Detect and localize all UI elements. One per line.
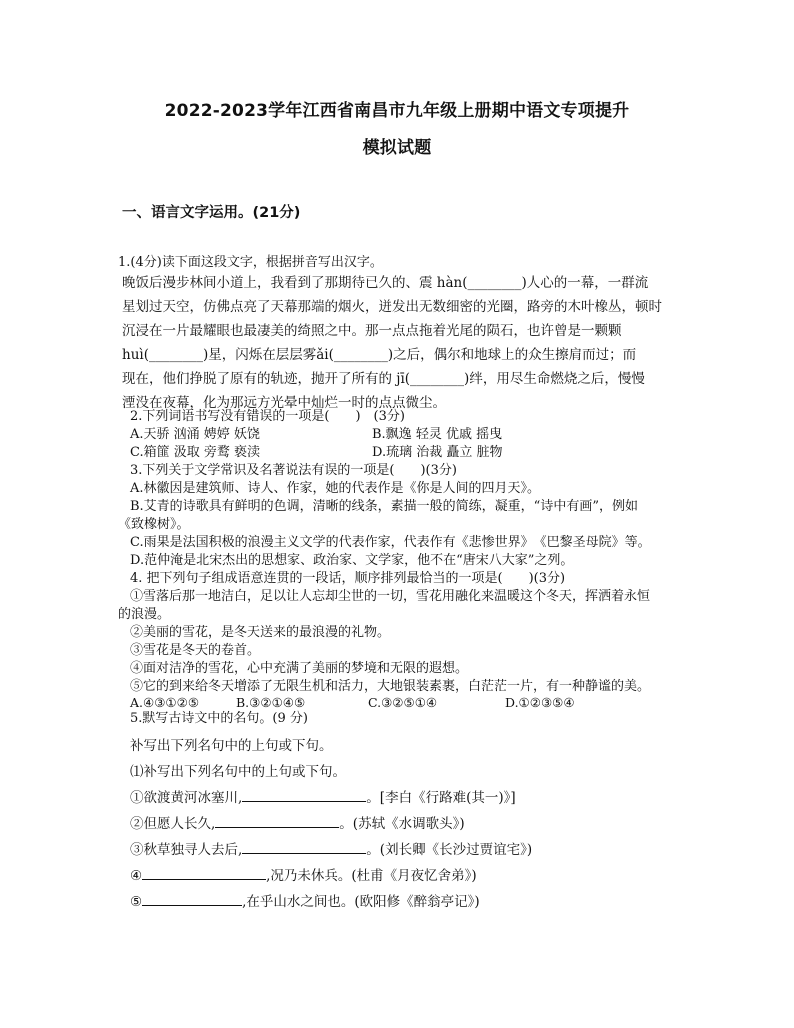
fill-in-item-1: ①欲渡黄河冰塞川, 。[李白《行路难(其一)》] [130, 790, 516, 806]
question-4-sentence: ②美丽的雪花，是冬天送来的最浪漫的礼物。 [130, 625, 391, 640]
passage-line: 沉浸在一片最耀眼也最凄美的绮照之中。那一点点拖着光尾的陨石，也许曾是一颗颗 [122, 323, 622, 339]
fill-in-item-5: ⑤ ,在乎山水之间也。(欧阳修《醉翁亭记》) [130, 894, 480, 910]
question-3-option: D.范仲淹是北宋杰出的思想家、政治家、文学家，他不在“唐宋八大家”之列。 [130, 553, 574, 568]
fill-in-item-3: ③秋草独寻人去后, 。(刘长卿《长沙过贾谊宅》) [130, 842, 533, 858]
passage-line: 晚饭后漫步林间小道上，我看到了那期待已久的、震 hàn(________)人心的一幕，一群流 [122, 275, 649, 291]
passage-line: huì(________)星，闪烁在层层雾ǎi(________)之后，偶尔和地球上的众生擦肩而过；而 [122, 347, 637, 363]
question-4-sentence: 的浪漫。 [118, 607, 171, 622]
question-2-option-a: A.天骄 汹涌 娉婷 妖饶 [130, 427, 260, 442]
answer-blank[interactable] [142, 867, 266, 880]
passage-line: 湮没在夜幕，化为那远方光晕中灿烂一时的点点微尘。 [122, 395, 446, 411]
document-title: 2022-2023学年江西省南昌市九年级上册期中语文专项提升 [164, 101, 630, 121]
answer-blank[interactable] [215, 815, 339, 828]
question-4-sentence: ⑤它的到来给冬天增添了无限生机和活力，大地银装素裹，白茫茫一片，有一种静谧的美。 [130, 679, 651, 694]
question-4-stem: 4. 把下列句子组成语意连贯的一段话，顺序排列最恰当的一项是( )(3分) [130, 571, 566, 586]
question-2-option-b: B.飘逸 轻灵 优戚 摇曳 [372, 427, 503, 442]
question-4-option-d: D.①②③⑤④ [505, 695, 575, 710]
question-4-option-c: C.③②⑤①④ [368, 695, 438, 710]
answer-blank[interactable] [242, 789, 366, 802]
question-5-stem: 5.默写古诗文中的名句。(9 分) [130, 711, 308, 726]
question-4-sentence: ③雪花是冬天的卷首。 [130, 643, 261, 658]
question-3-option: C.雨果是法国积极的浪漫主义文学的代表作家，代表作有《悲惨世界》 《巴黎圣母院》等。 [130, 535, 651, 550]
answer-blank[interactable] [242, 841, 366, 854]
question-5-subheading: ⑴补写出下列名句中的上句或下句。 [130, 764, 346, 780]
question-3-stem: 3.下列关于文学常识及名著说法有误的一项是( )(3分) [130, 463, 457, 478]
document-subtitle: 模拟试题 [362, 138, 432, 158]
question-3-option: A.林徽因是建筑师、诗人、作家，她的代表作是《你是人间的四月天》。 [130, 481, 541, 496]
question-2-option-c: C.箱篚 汲取 旁鹜 亵渎 [130, 445, 261, 460]
question-3-option: 《致橡树》。 [118, 517, 190, 532]
question-2-stem: 2.下列词语书写没有错误的一项是( ) (3分) [130, 409, 405, 424]
question-5-instruction: 补写出下列名句中的上句或下句。 [130, 738, 333, 754]
question-4-sentence: ④面对洁净的雪花，心中充满了美丽的梦境和无限的遐想。 [130, 661, 469, 676]
fill-in-item-4: ④ ,况乃未休兵。(杜甫《月夜忆舍弟》) [130, 868, 477, 884]
question-3-option: B.艾青的诗歌具有鲜明的色调，清晰的线条，素描一般的简练，凝重，“诗中有画”，例如 [130, 499, 638, 514]
answer-blank[interactable] [142, 893, 242, 906]
fill-in-item-2: ②但愿人长久, 。(苏轼《水调歌头》) [130, 816, 465, 832]
passage-line: 现在，他们挣脱了原有的轨迹，抛开了所有的 jī(________)绊，用尽生命燃烧之后，慢慢 [122, 371, 645, 387]
passage-line: 星划过天空，仿佛点亮了天幕那端的烟火，迸发出无数细密的光圈，路旁的木叶橡丛，顿时 [122, 299, 662, 315]
question-4-sentence: ①雪落后那一地洁白，足以让人忘却尘世的一切，雪花用融化来温暖这个冬天，挥洒着永恒 [130, 589, 651, 604]
question-4-option-b: B.③②①④⑤ [236, 695, 306, 710]
section-heading: 一、语言文字运用。(21分) [122, 205, 301, 221]
question-4-option-a: A.④③①②⑤ [130, 695, 200, 710]
question-1-stem: 1.(4分)读下面这段文字，根据拼音写出汉字。 [118, 255, 383, 270]
question-2-option-d: D.琉璃 治裁 矗立 脏物 [372, 445, 503, 460]
question-1-passage [122, 271, 682, 415]
